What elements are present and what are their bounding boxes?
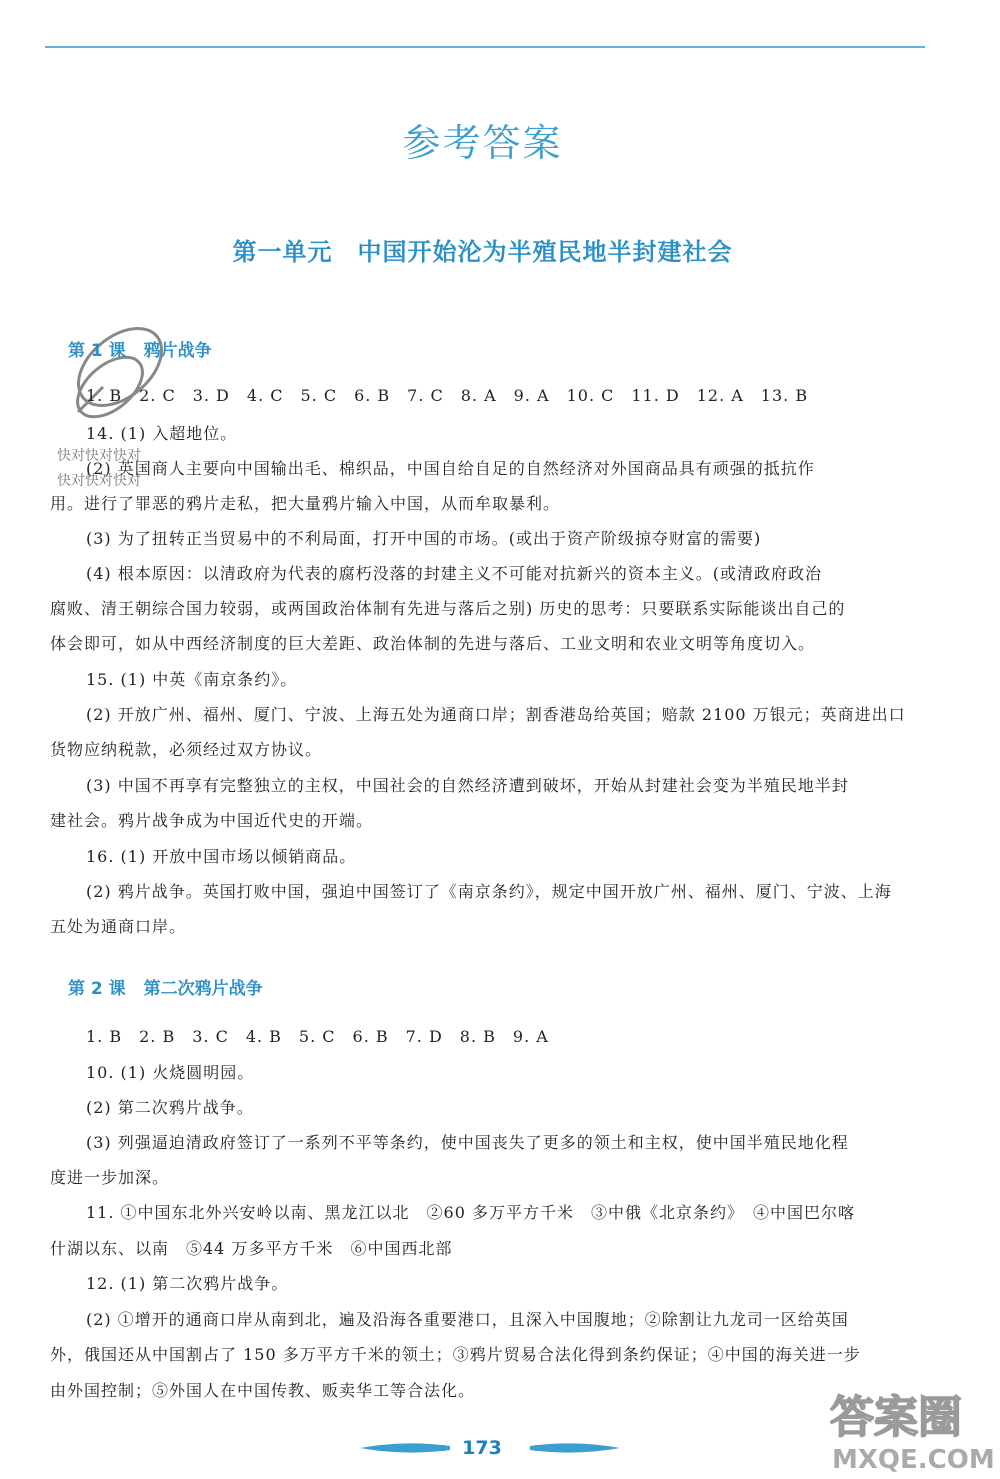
answer-line: 由外国控制；⑤外国人在中国传教、贩卖华工等合法化。 [50,1381,476,1400]
answer-line: 体会即可，如从中西经济制度的巨大差距、政治体制的先进与落后、工业文明和农业文明等角度切入。 [50,634,816,653]
answer-line: 腐败、清王朝综合国力较弱，或两国政治体制有先进与落后之别) 历史的思考：只要联系实际能谈出自己的 [50,599,846,618]
answer-line: (2) 鸦片战争。英国打败中国，强迫中国签订了《南京条约》，规定中国开放广州、福州、厦门、宁波、上海 [86,882,892,901]
lesson-2-name: 第二次鸦片战争 [143,979,263,999]
lesson-1-label: 第 1 课 [68,341,126,361]
site-watermark-logo-icon [820,1380,995,1475]
answer-line: 货物应纳税款，必须经过双方协议。 [50,740,323,759]
answer-line: 用。进行了罪恶的鸦片走私，把大量鸦片输入中国，从而牟取暴利。 [50,494,561,513]
watermark-text: 快对快对快对 [57,473,141,489]
answer-line: 10. (1) 火烧圆明园。 [86,1063,255,1082]
answer-line: 什湖以东、以南 ⑤44 万多平方千米 ⑥中国西北部 [50,1239,453,1258]
answer-line: (2) 英国商人主要向中国输出毛、棉织品，中国自给自足的自然经济对外国商品具有顽强的抵抗作 [86,459,815,478]
answer-line: 1. B 2. C 3. D 4. C 5. C 6. B 7. C 8. A 9. A 10. C 11. D 12. A 13. B [86,386,809,405]
corner-logo-url: MXQE.COM [832,1445,995,1475]
lesson-1-title [68,336,212,361]
watermark-text: 快对快对快对 [57,448,141,464]
lesson-2-label: 第 2 课 [68,979,126,999]
unit-title: 第一单元 中国开始沦为半殖民地半封建社会 [232,237,733,266]
answer-line: (2) 第二次鸦片战争。 [86,1098,254,1117]
answer-line: (3) 列强逼迫清政府签订了一系列不平等条约，使中国丧失了更多的领土和主权，使中国半殖民地化程 [86,1133,849,1152]
answer-line: 11. ①中国东北外兴安岭以南、黑龙江以北 ②60 多万平方千米 ③中俄《北京条约》 ④中国巴尔喀 [86,1203,855,1222]
page-title: 参考答案 [402,121,563,165]
corner-logo-text: 答案圈 [830,1392,962,1443]
answer-line: (2) 开放广州、福州、厦门、宁波、上海五处为通商口岸；割香港岛给英国；赔款 2100 万银元；英商进出口 [86,705,906,724]
top-rule [45,46,925,48]
answer-line: 五处为通商口岸。 [50,917,187,936]
answer-line: 14. (1) 入超地位。 [86,424,238,443]
answer-line: 外，俄国还从中国割占了 150 多万平方千米的领土；③鸦片贸易合法化得到条约保证；④中国的海关进一步 [50,1345,861,1364]
answer-line: (3) 中国不再享有完整独立的主权，中国社会的自然经济遭到破坏，开始从封建社会变为半殖民地半封 [86,776,849,795]
answer-line: (2) ①增开的通商口岸从南到北，遍及沿海各重要港口，且深入中国腹地；②除割让九龙司一区给英国 [86,1310,849,1329]
lesson-2-title [68,974,263,999]
answer-line: 建社会。鸦片战争成为中国近代史的开端。 [50,811,374,830]
page-number: 173 [462,1437,502,1459]
answer-line: 12. (1) 第二次鸦片战争。 [86,1274,289,1293]
lesson-1-name: 鸦片战争 [143,341,212,361]
answer-line: 度进一步加深。 [50,1168,170,1187]
answer-line: (4) 根本原因：以清政府为代表的腐朽没落的封建主义不可能对抗新兴的资本主义。(或清政府政治 [86,564,822,583]
answer-line: 15. (1) 中英《南京条约》。 [86,670,298,689]
answer-line: (3) 为了扭转正当贸易中的不利局面，打开中国的市场。(或出于资产阶级掠夺财富的需要) [86,529,762,548]
answer-line: 1. B 2. B 3. C 4. B 5. C 6. B 7. D 8. B 9. A [86,1027,549,1046]
answer-line: 16. (1) 开放中国市场以倾销商品。 [86,847,357,866]
